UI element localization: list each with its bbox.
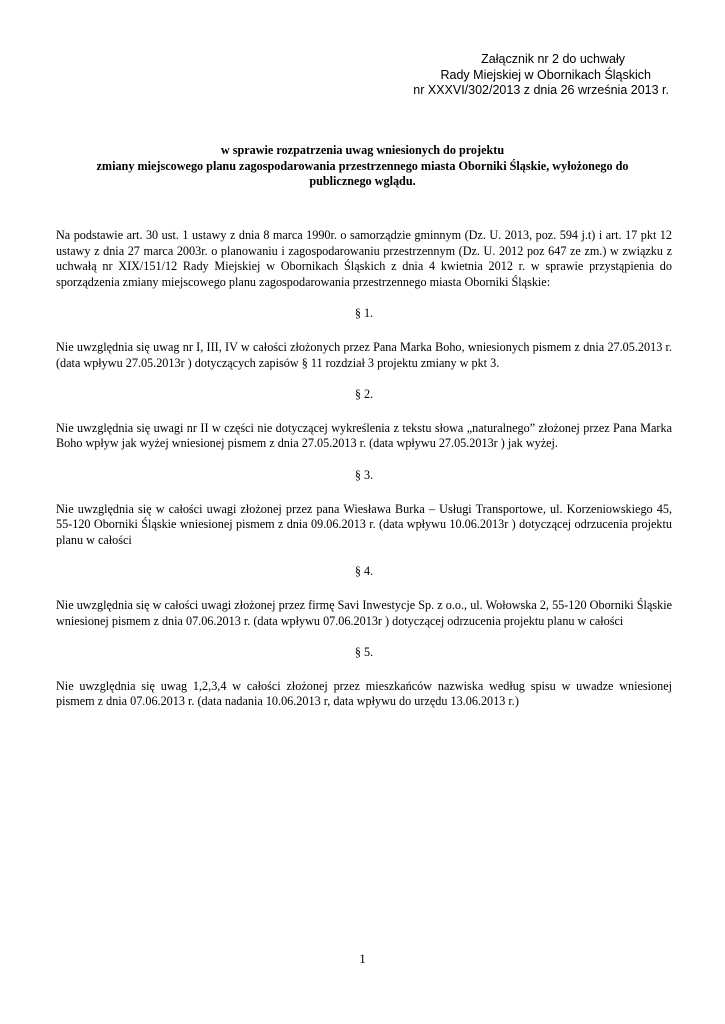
section-3-heading: § 3. bbox=[354, 467, 374, 482]
section-4-heading: § 4. bbox=[354, 564, 374, 579]
section-5-heading: § 5. bbox=[354, 645, 374, 660]
title-line-1: w sprawie rozpatrzenia uwag wniesionych do projektu bbox=[220, 143, 505, 157]
title-line-2: zmiany miejscowego planu zagospodarowania przestrzennego miasta Oborniki Śląskie, wyłożonego do bbox=[96, 158, 629, 173]
header-line-2: Rady Miejskiej w Obornikach Śląskich bbox=[440, 67, 651, 82]
header-line-3: nr XXXVI/302/2013 z dnia 26 września 2013 r. bbox=[413, 83, 669, 97]
document-body bbox=[56, 228, 672, 710]
section-2-heading: § 2. bbox=[354, 387, 374, 402]
document-title bbox=[56, 143, 669, 190]
section-5-text: Nie uwzględnia się uwag 1,2,3,4 w całości złożonej przez mieszkańców nazwiska według spisu w uwadze wniesionej pismem z dnia 07.06.2013 r. (data nadania 10.06.2013 r, data wpływu do urzędu 13.06.2013 r.) bbox=[56, 678, 672, 709]
title-line-3: publicznego wglądu. bbox=[309, 174, 416, 189]
page-number: 1 bbox=[359, 951, 366, 966]
section-1-text: Nie uwzględnia się uwag nr I, III, IV w całości złożonych przez Pana Marka Boho, wniesionych pismem z dnia 27.05.2013 r. (data wpływu 27.05.2013r ) dotyczących zapisów § 11 rozdział 3 projektu zmiany w pkt 3. bbox=[56, 339, 672, 370]
section-1-heading: § 1. bbox=[354, 306, 374, 321]
section-4-text: Nie uwzględnia się w całości uwagi złożonej przez firmę Savi Inwestycje Sp. z o.o., ul. Wołowska 2, 55-120 Oborniki Śląskie wniesionej pismem z dnia 07.06.2013 r. (data wpływu 07.06.2013r ) dotyczącej odrzucenia projektu planu w całości bbox=[56, 597, 672, 628]
attachment-header bbox=[269, 52, 669, 99]
header-line-1: Załącznik nr 2 do uchwały bbox=[481, 52, 625, 66]
section-3-text: Nie uwzględnia się w całości uwagi złożonej przez pana Wiesława Burka – Usługi Transportowe, ul. Korzeniowskiego 45, 55-120 Oborniki Śląskie wniesionej pismem z dnia 09.06.2013 r. (data wpływu 10.06.2013r ) dotyczącej odrzucenia projektu planu w całości bbox=[56, 501, 672, 547]
intro-paragraph: Na podstawie art. 30 ust. 1 ustawy z dnia 8 marca 1990r. o samorządzie gminnym (Dz. U. 2013, poz. 594 j.t) i art. 17 pkt 12 ustawy z dnia 27 marca 2003r. o planowaniu i zagospodarowaniu przestrzennym (Dz. U. 2012 poz 647 ze zm.) w związku z uchwałą nr XIX/151/12 Rady Miejskiej w Obornikach Śląskich z dnia 4 kwietnia 2012 r. w sprawie przystąpienia do sporządzenia zmiany miejscowego planu zagospodarowania przestrzennego miasta Oborniki Śląskie: bbox=[56, 228, 672, 289]
section-2-text: Nie uwzględnia się uwagi nr II w części nie dotyczącej wykreślenia z tekstu słowa „naturalnego” złożonej przez Pana Marka Boho wpływ jak wyżej wniesionej pismem z dnia 27.05.2013 r. (data wpływu 27.05.2013r ) jak wyżej. bbox=[56, 420, 672, 451]
